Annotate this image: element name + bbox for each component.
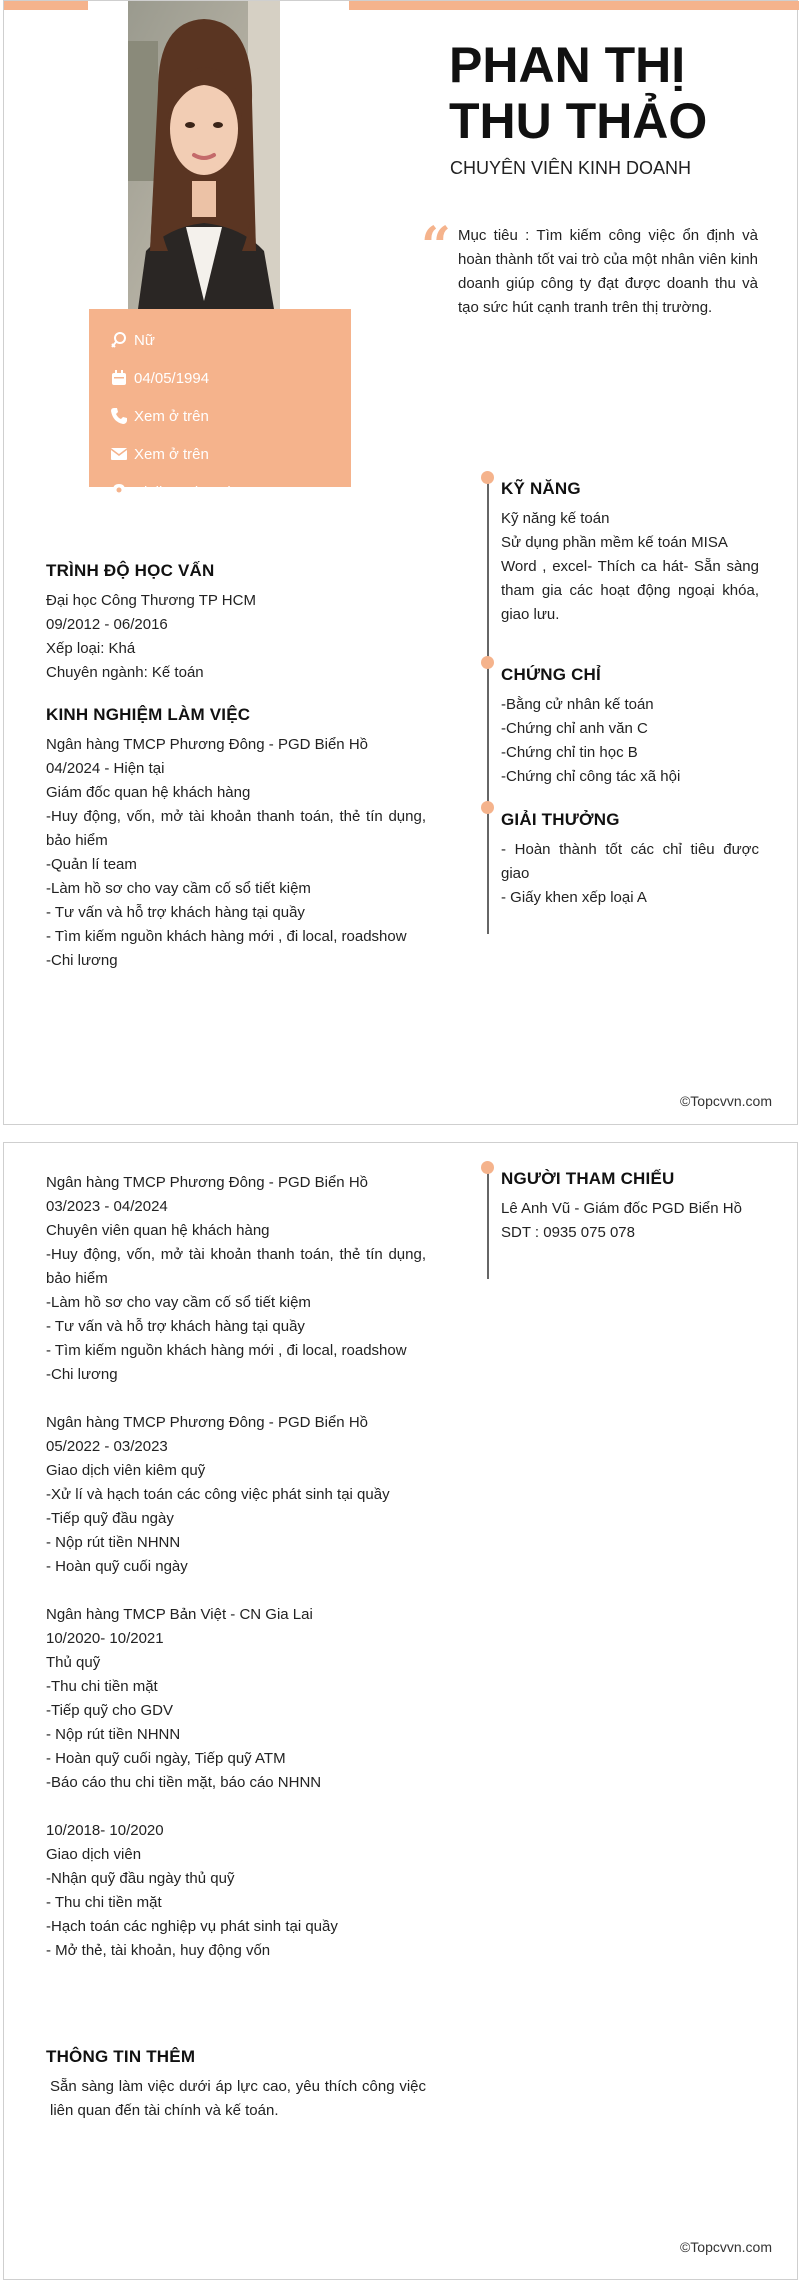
location-icon (109, 482, 129, 502)
phone-icon (109, 406, 129, 426)
education-section (46, 561, 426, 685)
education-body (46, 589, 426, 685)
job-line: -Tiếp quỹ cho GDV (46, 1702, 173, 1719)
job-line: - Mở thẻ, tài khoản, huy động vốn (46, 1942, 271, 1959)
skills-title: KỸ NĂNG (501, 479, 581, 498)
job-line: -Hạch toán các nghiệp vụ phát sinh tại quầy (46, 1918, 338, 1935)
reference-line: Lê Anh Vũ - Giám đốc PGD Biển Hồ (501, 1200, 742, 1217)
timeline-dot-awards (481, 801, 494, 814)
job-line: -Quản lí team (46, 856, 137, 873)
certificate-line: -Bằng cử nhân kế toán (501, 696, 654, 713)
job-line: 03/2023 - 04/2024 (46, 1198, 168, 1215)
experience-section (46, 705, 426, 973)
job-line: - Tư vấn và hỗ trợ khách hàng tại quầy (46, 1318, 305, 1335)
job-line: - Nộp rút tiền NHNN (46, 1726, 181, 1743)
certificates-title: CHỨNG CHỈ (501, 665, 601, 684)
skill-line: Word , excel- Thích ca hát- Sẵn sàng tham gia các hoạt động ngoại khóa, giao lưu. (501, 558, 759, 623)
job-line: -Chi lương (46, 1366, 118, 1383)
certificates-section (501, 665, 759, 789)
candidate-role: CHUYÊN VIÊN KINH DOANH (450, 158, 692, 178)
awards-title: GIẢI THƯỞNG (501, 810, 620, 829)
skill-line: Kỹ năng kế toán (501, 510, 610, 527)
education-title: TRÌNH ĐỘ HỌC VẤN (46, 561, 215, 580)
cv-page-1 (3, 0, 798, 1125)
accent-bar-left (4, 1, 88, 10)
additional-info-section (46, 2047, 426, 2123)
contact-gender-value: Nữ (134, 331, 155, 349)
job-line: - Tư vấn và hỗ trợ khách hàng tại quầy (46, 904, 305, 921)
timeline-dot-certificates (481, 656, 494, 669)
skills-body (501, 507, 759, 627)
contact-gender (109, 321, 351, 359)
contact-phone-value: Xem ở trên (134, 407, 209, 425)
timeline-dot-references (481, 1161, 494, 1174)
timeline-line (487, 477, 489, 934)
job-line: - Tìm kiếm nguồn khách hàng mới , đi local, roadshow (46, 1342, 407, 1359)
timeline-dot-skills (481, 471, 494, 484)
job-line: -Làm hồ sơ cho vay cầm cố sổ tiết kiệm (46, 880, 311, 897)
additional-info-title: THÔNG TIN THÊM (46, 2047, 196, 2066)
job-line: -Tiếp quỹ đầu ngày (46, 1510, 174, 1527)
job-line: -Thu chi tiền mặt (46, 1678, 158, 1695)
job-line: Giao dịch viên (46, 1846, 142, 1863)
certificate-line: -Chứng chỉ tin học B (501, 744, 638, 761)
experience-job-5 (46, 1819, 426, 1963)
references-section (501, 1169, 759, 1245)
awards-body (501, 838, 759, 910)
job-line: -Làm hồ sơ cho vay cầm cố sổ tiết kiệm (46, 1294, 311, 1311)
email-icon (109, 444, 129, 464)
job-line: Thủ quỹ (46, 1654, 101, 1671)
job-line: 05/2022 - 03/2023 (46, 1438, 168, 1455)
job-line: -Xử lí và hạch toán các công việc phát sinh tại quầy (46, 1486, 390, 1503)
skill-line: Sử dụng phần mềm kế toán MISA (501, 534, 728, 551)
education-line: 09/2012 - 06/2016 (46, 616, 168, 633)
additional-info-body: Sẵn sàng làm việc dưới áp lực cao, yêu thích công việc liên quan đến tài chính và kế toán. (50, 2078, 426, 2119)
references-body (501, 1197, 759, 1245)
job-line: Giao dịch viên kiêm quỹ (46, 1462, 206, 1479)
award-line: - Hoàn thành tốt các chỉ tiêu được giao (501, 841, 759, 882)
job-line: Ngân hàng TMCP Phương Đông - PGD Biển Hồ (46, 736, 368, 753)
skills-section (501, 479, 759, 627)
experience-job-1 (46, 733, 426, 973)
experience-job-2 (46, 1171, 426, 1387)
job-line: -Huy động, vốn, mở tài khoản thanh toán, thẻ tín dụng, bảo hiểm (46, 1246, 426, 1287)
job-line: Ngân hàng TMCP Phương Đông - PGD Biển Hồ (46, 1174, 368, 1191)
experience-title: KINH NGHIỆM LÀM VIỆC (46, 705, 251, 724)
contact-birthday-value: 04/05/1994 (134, 369, 210, 387)
profile-photo (128, 1, 280, 309)
experience-job-3 (46, 1411, 426, 1579)
job-line: Ngân hàng TMCP Bản Việt - CN Gia Lai (46, 1606, 313, 1623)
job-line: Ngân hàng TMCP Phương Đông - PGD Biển Hồ (46, 1414, 368, 1431)
experience-job-4 (46, 1603, 426, 1795)
quote-icon: “ (421, 216, 451, 277)
timeline-line (487, 1167, 489, 1279)
contact-box (89, 309, 351, 501)
job-line: Chuyên viên quan hệ khách hàng (46, 1222, 270, 1239)
references-title: NGƯỜI THAM CHIẾU (501, 1169, 675, 1188)
footer-brand: ©Topcvvn.com (679, 2239, 772, 2255)
contact-phone[interactable] (109, 397, 351, 435)
job-line: - Nộp rút tiền NHNN (46, 1534, 181, 1551)
contact-address-value: Pleiku, Gia Lai (134, 483, 231, 501)
calendar-icon (109, 368, 129, 388)
career-objective: Mục tiêu : Tìm kiếm công việc ổn định và hoàn thành tốt vai trò của một nhân viên kinh doanh giúp công ty đạt được doanh thu và tạo sức hút cạnh tranh trên thị trường. (458, 227, 758, 316)
reference-line: SDT : 0935 075 078 (501, 1224, 635, 1241)
education-line: Xếp loại: Khá (46, 640, 136, 657)
job-line: -Báo cáo thu chi tiền mặt, báo cáo NHNN (46, 1774, 322, 1791)
certificate-line: -Chứng chỉ công tác xã hội (501, 768, 681, 785)
certificate-line: -Chứng chỉ anh văn C (501, 720, 648, 737)
job-line: - Hoàn quỹ cuối ngày (46, 1558, 188, 1575)
footer-brand: ©Topcvvn.com (679, 1093, 772, 1109)
job-line: Giám đốc quan hệ khách hàng (46, 784, 251, 801)
contact-email[interactable] (109, 435, 351, 473)
job-line: 10/2018- 10/2020 (46, 1822, 164, 1839)
candidate-name: PHAN THỊ THU THẢO (449, 37, 708, 149)
education-line: Chuyên ngành: Kế toán (46, 664, 204, 681)
awards-section (501, 810, 759, 910)
experience-continued (46, 1171, 426, 1963)
certificates-body (501, 693, 759, 789)
accent-bar-right (349, 1, 799, 10)
job-line: -Chi lương (46, 952, 118, 969)
job-line: - Thu chi tiền mặt (46, 1894, 162, 1911)
contact-birthday (109, 359, 351, 397)
education-line: Đại học Công Thương TP HCM (46, 592, 256, 609)
job-line: - Tìm kiếm nguồn khách hàng mới , đi local, roadshow (46, 928, 407, 945)
contact-email-value: Xem ở trên (134, 445, 209, 463)
job-line: -Nhận quỹ đầu ngày thủ quỹ (46, 1870, 235, 1887)
job-line: - Hoàn quỹ cuối ngày, Tiếp quỹ ATM (46, 1750, 286, 1767)
job-line: -Huy động, vốn, mở tài khoản thanh toán, thẻ tín dụng, bảo hiểm (46, 808, 426, 849)
job-line: 04/2024 - Hiện tại (46, 760, 165, 777)
job-line: 10/2020- 10/2021 (46, 1630, 164, 1647)
gender-icon (109, 330, 129, 350)
award-line: - Giấy khen xếp loại A (501, 889, 647, 906)
contact-address (109, 473, 351, 511)
cv-page-2 (3, 1142, 798, 2280)
